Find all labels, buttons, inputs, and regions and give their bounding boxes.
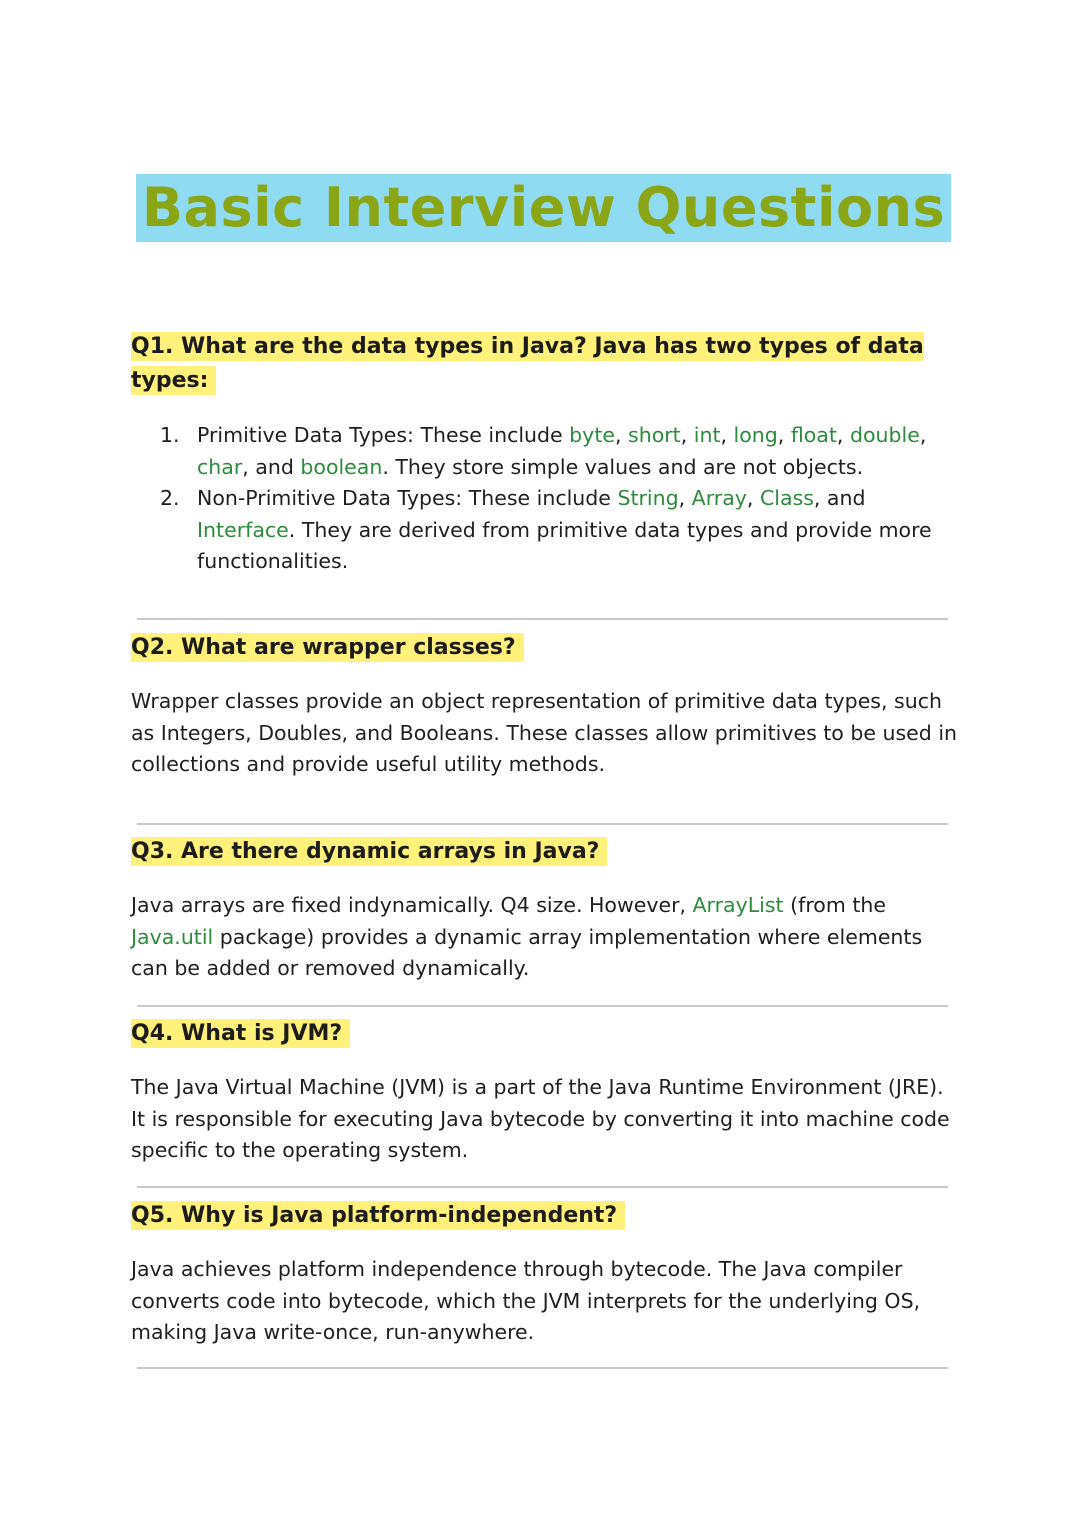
term-arraylist: ArrayList: [692, 893, 784, 917]
separator: , and: [242, 454, 301, 479]
separator: ,: [919, 423, 927, 447]
separator: ,: [614, 423, 629, 447]
list-number: 1.: [160, 423, 180, 447]
answer-5: Java achieves platform independence through bytecode. The Java compiler converts code into bytecode, which the JVM interprets for the underlying OS, making Java write-once, run-anywhere.: [131, 1257, 921, 1344]
list-item-tail: . They are derived from primitive data types and provide more functionalities.: [197, 517, 932, 573]
term-java-util: Java.util: [131, 924, 214, 949]
question-1: [131, 330, 931, 398]
separator: ,: [678, 486, 692, 510]
divider: [137, 1186, 948, 1188]
term-double: double: [849, 423, 920, 447]
term-boolean: boolean: [300, 454, 383, 479]
term-byte: byte: [569, 423, 615, 447]
list-item-label: Non-Primitive Data Types: These include: [197, 486, 618, 510]
data-types-list: [160, 420, 960, 578]
term-short: short: [628, 423, 681, 447]
term-int: int: [693, 423, 721, 447]
term-string: String: [617, 486, 679, 510]
divider: [137, 823, 948, 825]
term-array: Array: [691, 486, 747, 510]
separator: , and: [813, 486, 866, 510]
question-3: [131, 835, 607, 869]
divider: [137, 1005, 948, 1007]
answer-2: Wrapper classes provide an object representation of primitive data types, such as Integers, Doubles, and Booleans. These classes allow primitives to be used in collections and provide useful utility methods.: [131, 689, 958, 776]
page-title: Basic Interview Questions: [136, 174, 951, 242]
term-float: float: [790, 423, 837, 447]
separator: ,: [836, 423, 850, 447]
term-interface: Interface: [197, 517, 289, 542]
separator: ,: [680, 423, 694, 447]
question-2: [131, 631, 524, 665]
term-long: long: [733, 423, 778, 447]
question-5-text: Q5. Why is Java platform-independent?: [131, 1201, 625, 1230]
answer-4: The Java Virtual Machine (JVM) is a part of the Java Runtime Environment (JRE). It is responsible for executing Java bytecode by converting it into machine code specific to the operating system.: [131, 1075, 950, 1162]
separator: ,: [777, 423, 791, 447]
divider: [137, 618, 948, 620]
title-wrap: [0, 174, 1087, 242]
answer-3-pre: Java arrays are fixed indynamically. Q4 size. However,: [131, 893, 693, 917]
term-char: char: [197, 454, 243, 479]
list-number: 2.: [160, 486, 180, 510]
question-3-text: Q3. Are there dynamic arrays in Java?: [131, 837, 607, 866]
answer-3-mid: (from the: [783, 893, 886, 917]
term-class: Class: [759, 486, 814, 510]
separator: ,: [720, 423, 734, 447]
answer-3: [131, 890, 961, 985]
list-item-non-primitive: [160, 483, 960, 578]
question-4: [131, 1017, 350, 1051]
list-item-primitive: [160, 420, 960, 483]
question-2-text: Q2. What are wrapper classes?: [131, 633, 524, 662]
question-4-text: Q4. What is JVM?: [131, 1019, 350, 1048]
question-5: [131, 1199, 625, 1233]
separator: ,: [746, 486, 760, 510]
answer-3-post: package) provides a dynamic array implementation where elements can be added or removed dynamically.: [131, 924, 923, 980]
list-item-label: Primitive Data Types: These include: [197, 423, 570, 447]
divider: [137, 1367, 948, 1369]
list-item-tail: . They store simple values and are not objects.: [382, 454, 864, 479]
question-1-text: Q1. What are the data types in Java? Java has two types of data types:: [131, 334, 924, 393]
